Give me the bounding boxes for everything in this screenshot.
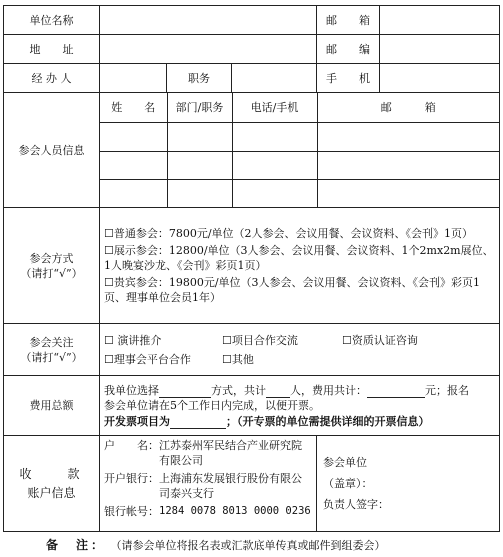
seal-label-1: 参会单位 — [323, 456, 368, 469]
attendee-phone-field[interactable] — [232, 179, 317, 207]
postbox-label: 邮 箱 — [317, 6, 380, 35]
fee-text: 方式，共计 — [211, 384, 266, 397]
focus-option-other[interactable]: ☐其他 — [222, 352, 254, 366]
row-focus — [4, 324, 500, 376]
address-field[interactable] — [100, 35, 317, 64]
focus-options — [100, 324, 500, 376]
account-label-cell — [4, 436, 100, 532]
attendee-dept-field[interactable] — [167, 122, 232, 151]
account-number-row — [104, 504, 312, 519]
focus-options-line-1 — [104, 333, 495, 348]
signer-label: 负责人签字： — [323, 498, 390, 511]
mobile-field[interactable] — [380, 64, 500, 93]
invoice-text: 开发票项目为 — [104, 415, 170, 428]
attendees-grid — [100, 93, 499, 207]
method-hint: （请打“√”） — [20, 266, 83, 280]
attendee-name-field[interactable] — [100, 151, 167, 179]
unit-name-label: 单位名称 — [4, 6, 100, 35]
method-option-standard[interactable]: ☐普通参会：7800元/单位（2人参会、会议用餐、会议资料、《会刊》1页） — [104, 227, 474, 240]
seal-area[interactable] — [317, 436, 500, 532]
footnote — [46, 536, 386, 553]
fee-count-blank[interactable] — [266, 382, 290, 398]
handler-label: 经 办 人 — [4, 64, 100, 93]
position-field[interactable] — [232, 64, 317, 93]
attendee-email-header: 邮 箱 — [317, 93, 499, 122]
account-details — [100, 436, 317, 532]
fee-line-2: 参会单位请在5个工作日内完成，以便开票。 — [104, 399, 320, 412]
focus-option-speech[interactable]: ☐ 演讲推介 — [104, 333, 162, 347]
fee-text: 我单位选择 — [104, 384, 159, 397]
fee-line-3 — [104, 413, 495, 429]
address-label: 地 址 — [4, 35, 100, 64]
attendee-email-field[interactable] — [317, 122, 499, 151]
attendee-phone-field[interactable] — [232, 151, 317, 179]
account-name-row — [104, 438, 312, 468]
attendees-header-row — [100, 93, 499, 122]
focus-hint: （请打“√”） — [20, 350, 83, 364]
method-option-vip[interactable]: ☐贵宾参会：19800元/单位（3人参会、会议用餐、会议资料、《会刊》彩页1页、理事单位会员1年） — [104, 276, 481, 304]
account-bank-row — [104, 471, 312, 501]
row-fee — [4, 376, 500, 436]
attendee-dept-field[interactable] — [167, 151, 232, 179]
note-label: 备 注： — [46, 538, 107, 552]
row-unit — [4, 6, 500, 35]
attendee-row — [100, 122, 499, 151]
postcode-field[interactable] — [380, 35, 500, 64]
attendee-dept-header: 部门/职务 — [167, 93, 232, 122]
mobile-label: 手 机 — [317, 64, 380, 93]
method-options — [100, 208, 500, 324]
position-label: 职务 — [167, 64, 232, 93]
method-label-cell — [4, 208, 100, 324]
unit-name-field[interactable] — [100, 6, 317, 35]
focus-option-project[interactable]: ☐项目合作交流 — [222, 333, 298, 347]
attendees-label: 参会人员信息 — [4, 93, 100, 208]
fee-amount-blank[interactable] — [367, 382, 425, 398]
account-number-key: 银行帐号： — [104, 505, 159, 518]
attendee-name-header: 姓 名 — [100, 93, 167, 122]
fee-content — [100, 376, 500, 436]
attendee-dept-field[interactable] — [167, 179, 232, 207]
focus-option-council[interactable]: ☐理事会平台合作 — [104, 352, 191, 366]
attendee-email-field[interactable] — [317, 151, 499, 179]
focus-label-cell — [4, 324, 100, 376]
account-name-value: 江苏泰州军民结合产业研究院有限公司 — [159, 439, 302, 467]
seal-label-2: （盖章）： — [323, 477, 373, 490]
attendees-grid-cell — [100, 93, 500, 208]
attendee-row — [100, 179, 499, 207]
account-label-1: 收 款 — [19, 466, 84, 481]
invoice-text: ；（开专票的单位需提供详细的开票信息） — [226, 415, 430, 428]
fee-method-blank[interactable] — [159, 382, 211, 398]
attendee-phone-header: 电话/手机 — [232, 93, 317, 122]
account-name-key: 户 名： — [104, 439, 159, 452]
postcode-label: 邮 编 — [317, 35, 380, 64]
fee-text: 元；报名 — [425, 384, 469, 397]
fee-text: 人，费用共计： — [290, 384, 367, 397]
row-attendees — [4, 93, 500, 208]
fee-label: 费用总额 — [4, 376, 100, 436]
focus-option-certification[interactable]: ☐资质认证咨询 — [342, 333, 418, 347]
row-method — [4, 208, 500, 324]
method-label: 参会方式 — [29, 251, 74, 265]
attendee-phone-field[interactable] — [232, 122, 317, 151]
row-account — [4, 436, 500, 532]
handler-field[interactable] — [100, 64, 167, 93]
attendee-email-field[interactable] — [317, 179, 499, 207]
account-number-value: 1284 0078 8013 0000 0236 — [159, 505, 311, 517]
method-option-exhibit[interactable]: ☐展示参会：12800/单位（3人参会、会议用餐、会议资料、1个2mx2m展位、1人晚宴沙龙、《会刊》彩页1页） — [104, 244, 494, 272]
row-handler — [4, 64, 500, 93]
attendee-row — [100, 151, 499, 179]
registration-form — [3, 5, 500, 532]
account-bank-value: 上海浦东发展银行股份有限公司泰兴支行 — [159, 472, 302, 500]
account-bank-key: 开户银行： — [104, 472, 159, 485]
note-text: （请参会单位将报名表或汇款底单传真或邮件到组委会） — [116, 539, 386, 552]
invoice-item-blank[interactable] — [170, 413, 226, 429]
account-label-2: 账户信息 — [27, 485, 76, 500]
row-address — [4, 35, 500, 64]
focus-label: 参会关注 — [29, 335, 74, 349]
focus-options-line-2 — [104, 352, 495, 367]
fee-line-1 — [104, 382, 495, 398]
postbox-field[interactable] — [380, 6, 500, 35]
attendee-name-field[interactable] — [100, 122, 167, 151]
attendee-name-field[interactable] — [100, 179, 167, 207]
